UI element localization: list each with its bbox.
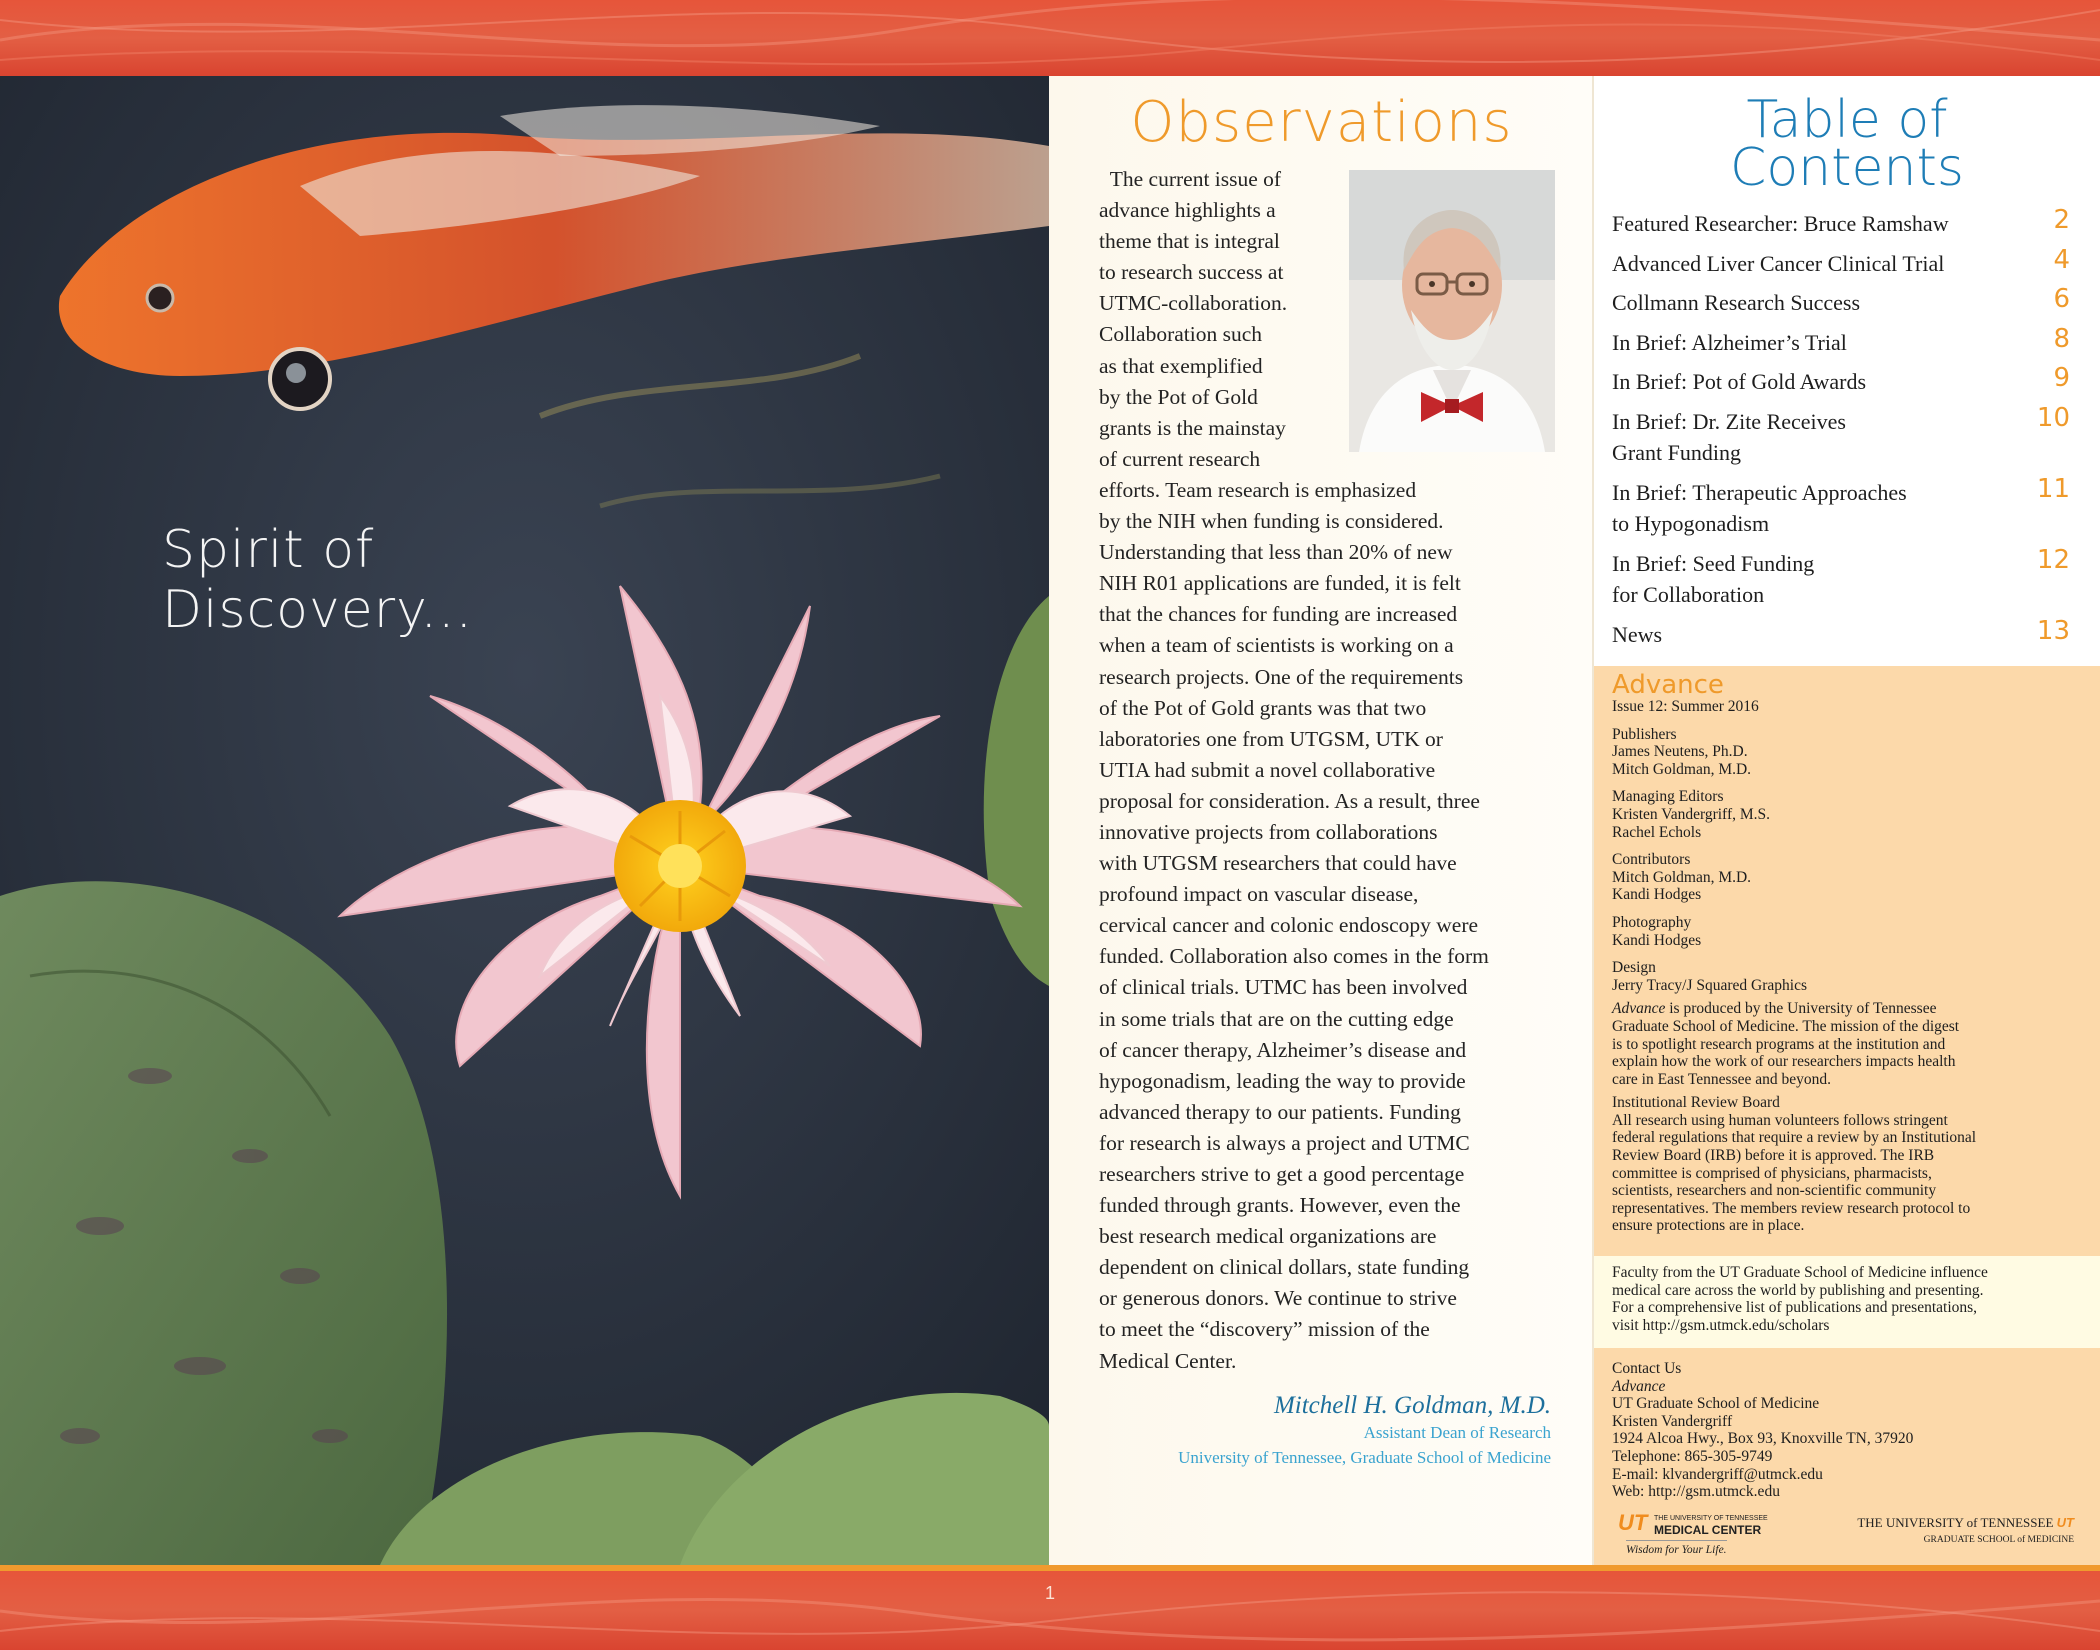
observations-line: The current issue of [1099,167,1282,191]
observations-line: profound impact on vascular disease, [1099,882,1419,907]
contributors-label: Contributors [1612,851,1691,869]
editor-name: Kristen Vandergriff, M.S. [1612,805,1771,823]
toc-item-title: Featured Researcher: Bruce Ramshaw [1612,211,1949,236]
toc-item-page: 11 [2036,473,2070,504]
observations-line: of the Pot of Gold grants was that two [1099,695,1427,720]
toc-item-title: News [1612,621,1663,647]
observations-line: in some trials that are on the cutting edge [1099,1006,1454,1031]
observations-line: UTMC-collaboration. [1099,291,1288,316]
observations-line: research projects. One of the requirements [1099,664,1464,689]
faculty-note-line: visit http://gsm.utmck.edu/scholars [1612,1316,1830,1334]
toc-item-title: Advanced Liver Cancer Clinical Trial [1612,250,1945,276]
ut-logo-mark: UT [2056,1515,2074,1530]
faculty-note [1594,1256,2100,1348]
masthead [1594,666,2100,1256]
toc-item [1612,284,2070,319]
faculty-note-line: For a comprehensive list of publications and presentations, [1612,1299,1978,1317]
logo-text: THE UNIVERSITY of TENNESSEE UT [1857,1515,2074,1530]
faculty-note-line: medical care across the world by publishing and presenting. [1612,1281,1984,1299]
logo-tagline: Wisdom for Your Life. [1626,1540,1727,1560]
irb-line: All research using human volunteers follows stringent [1612,1111,1948,1129]
design-label: Design [1612,959,1656,977]
toc-title [1594,90,2100,198]
toc-item-title: Grant Funding [1612,440,1741,465]
toc-item-title: In Brief: Pot of Gold Awards [1612,369,1867,394]
toc-item-page: 13 [2036,615,2070,646]
toc-item-title: In Brief: Therapeutic Approaches [1612,479,1907,505]
signature-name: Mitchell H. Goldman, M.D. [1273,1392,1551,1419]
about-text [1612,1000,2092,1018]
observations-line: advanced therapy to our patients. Funding [1099,1099,1461,1124]
signature-block [1178,1392,1551,1470]
top-decorative-band [0,0,2100,76]
observations-title: Observations [1130,90,1513,155]
table-of-contents [1594,76,2100,666]
cover-tagline [162,520,473,640]
observations-line: funded. Collaboration also comes in the form [1099,944,1489,969]
signature-title: Assistant Dean of Research [1363,1423,1551,1442]
observations-line: laboratories one from UTGSM, UTK or [1099,726,1443,751]
observations-line: theme that is integral [1099,229,1280,254]
observations-line: hypogonadism, leading the way to provide [1099,1068,1466,1093]
observations-line: by the Pot of Gold [1099,384,1258,409]
toc-item-page: 9 [2053,363,2070,393]
observations-line: of clinical trials. UTMC has been involved [1099,975,1468,1000]
masthead-issue: Issue 12: Summer 2016 [1612,698,1759,715]
ut-gsm-logo [1854,1514,2074,1554]
koi-lotus-photo [0,76,1049,1565]
bottom-decorative-band [0,1565,2100,1650]
observations-line: to research success at [1099,260,1284,285]
about-line: explain how the work of our researchers impacts health [1612,1053,1956,1071]
toc-item [1612,544,2070,611]
ut-medical-center-logo [1618,1510,1778,1558]
observations-line: NIH R01 applications are funded, it is felt [1099,571,1461,596]
toc-item [1612,402,2070,469]
masthead-body [1612,698,2092,1235]
contact-telephone: Telephone: 865-305-9749 [1612,1447,1773,1465]
publisher-name: James Neutens, Ph.D. [1612,743,1748,761]
toc-item [1612,363,2070,398]
logo-text: THE UNIVERSITY OF TENNESSEE [1654,1515,1768,1522]
observations-column [1049,76,1594,1565]
toc-item-page: 6 [2053,284,2070,314]
observations-line: or generous donors. We continue to strive [1099,1286,1457,1311]
toc-item-page: 4 [2053,244,2070,275]
toc-item [1612,615,2070,651]
contact-block [1594,1348,2100,1565]
contact-address: 1924 Alcoa Hwy., Box 93, Knoxville TN, 37920 [1612,1430,1914,1448]
observations-line: Collaboration such [1099,322,1263,347]
toc-item-title: In Brief: Dr. Zite Receives [1612,408,1846,434]
toc-item [1612,205,2070,240]
toc-item-title: to Hypogonadism [1612,511,1770,536]
observations-line: with UTGSM researchers that could have [1099,851,1457,876]
contact-line: Kristen Vandergriff [1612,1412,1733,1430]
toc-item-page: 10 [2036,402,2070,433]
observations-line: Understanding that less than 20% of new [1099,540,1453,565]
toc-list [1612,205,2070,658]
about-line: is produced by the University of Tennessee [1665,1000,1937,1018]
observations-line: researchers strive to get a good percentage [1099,1162,1465,1186]
toc-item [1612,323,2070,359]
cover-tagline-line1: Spirit of [162,520,375,580]
toc-item-title: In Brief: Seed Funding [1612,550,1815,576]
contact-web: Web: http://gsm.utmck.edu [1612,1483,1780,1501]
contact-line: UT Graduate School of Medicine [1612,1395,1820,1413]
irb-line: federal regulations that require a review by an Institutional [1612,1129,1977,1147]
irb-line: ensure protections are in place. [1612,1217,1805,1235]
designer-name: Jerry Tracy/J Squared Graphics [1612,976,1808,994]
faculty-note-line: Faculty from the UT Graduate School of Medicine influence [1612,1264,1988,1281]
photography-label: Photography [1612,913,1692,931]
observations-line: innovative projects from collaborations [1099,819,1438,844]
ut-logo-mark: UT [1618,1510,1648,1535]
observations-body [1099,164,1569,1377]
editors-label: Managing Editors [1612,788,1724,806]
contributor-name: Mitch Goldman, M.D. [1612,868,1752,886]
contact-publication: Advance [1612,1377,1666,1395]
publisher-name: Mitch Goldman, M.D. [1612,760,1752,778]
observations-line: advance highlights a [1099,198,1276,223]
observations-line: UTIA had submit a novel collaborative [1099,757,1436,782]
signature-affiliation: University of Tennessee, Graduate School of Medicine [1178,1448,1551,1467]
about-line: care in East Tennessee and beyond. [1612,1070,1831,1088]
irb-line: scientists, researchers and non-scientific community [1612,1182,1937,1200]
contributor-name: Kandi Hodges [1612,886,1702,904]
toc-title-line1: Table of [1746,90,1948,150]
about-publication: Advance [1612,1000,1666,1018]
logo-text: MEDICAL CENTER [1654,1523,1762,1537]
toc-item-page: 8 [2053,323,2070,354]
observations-line: proposal for consideration. As a result, three [1099,788,1480,813]
toc-item-page: 12 [2036,544,2070,575]
observations-line: best research medical organizations are [1099,1224,1437,1249]
observations-line: of cancer therapy, Alzheimer’s disease and [1099,1037,1467,1062]
observations-line: grants is the mainstay [1099,415,1286,440]
toc-item-page: 2 [2053,205,2070,235]
about-line: is to spotlight research programs at the institution and [1612,1035,1946,1053]
toc-item [1612,473,2070,540]
publishers-label: Publishers [1612,725,1677,743]
cover-tagline-line2: Discovery... [162,580,474,640]
toc-item-title: In Brief: Alzheimer’s Trial [1612,329,1847,355]
observations-line: efforts. Team research is emphasized [1099,477,1417,502]
about-line: Graduate School of Medicine. The mission of the digest [1612,1017,1960,1035]
toc-item-title: for Collaboration [1612,582,1765,607]
observations-line: Medical Center. [1099,1348,1237,1373]
toc-title-line2: Contents [1730,138,1964,198]
irb-line: committee is comprised of physicians, pharmacists, [1612,1164,1932,1182]
photographer-name: Kandi Hodges [1612,931,1702,949]
observations-line: to meet the “discovery” mission of the [1099,1317,1430,1342]
toc-item-title: Collmann Research Success [1612,290,1861,315]
page-number: 1 [1044,1583,1055,1603]
contact-email: E-mail: klvandergriff@utmck.edu [1612,1465,1823,1483]
observations-line: funded through grants. However, even the [1099,1193,1461,1218]
observations-line: by the NIH when funding is considered. [1099,509,1444,534]
logo-text: GRADUATE SCHOOL of MEDICINE [1923,1534,2074,1545]
masthead-title: Advance [1612,670,1724,700]
observations-line: that the chances for funding are increased [1099,602,1458,627]
observations-line: cervical cancer and colonic endoscopy were [1099,913,1479,938]
contact-label: Contact Us [1612,1360,1682,1377]
observations-line: dependent on clinical dollars, state funding [1099,1255,1470,1280]
editor-name: Rachel Echols [1612,823,1702,841]
irb-line: Review Board (IRB) before it is approved. The IRB [1612,1147,1935,1165]
irb-line: representatives. The members review research protocol to [1612,1199,1971,1217]
observations-line: for research is always a project and UTMC [1099,1130,1470,1155]
irb-label: Institutional Review Board [1612,1094,1780,1112]
observations-line: as that exemplified [1099,353,1263,378]
toc-item [1612,244,2070,280]
observations-line: of current research [1099,446,1261,471]
observations-line: when a team of scientists is working on a [1099,633,1454,658]
